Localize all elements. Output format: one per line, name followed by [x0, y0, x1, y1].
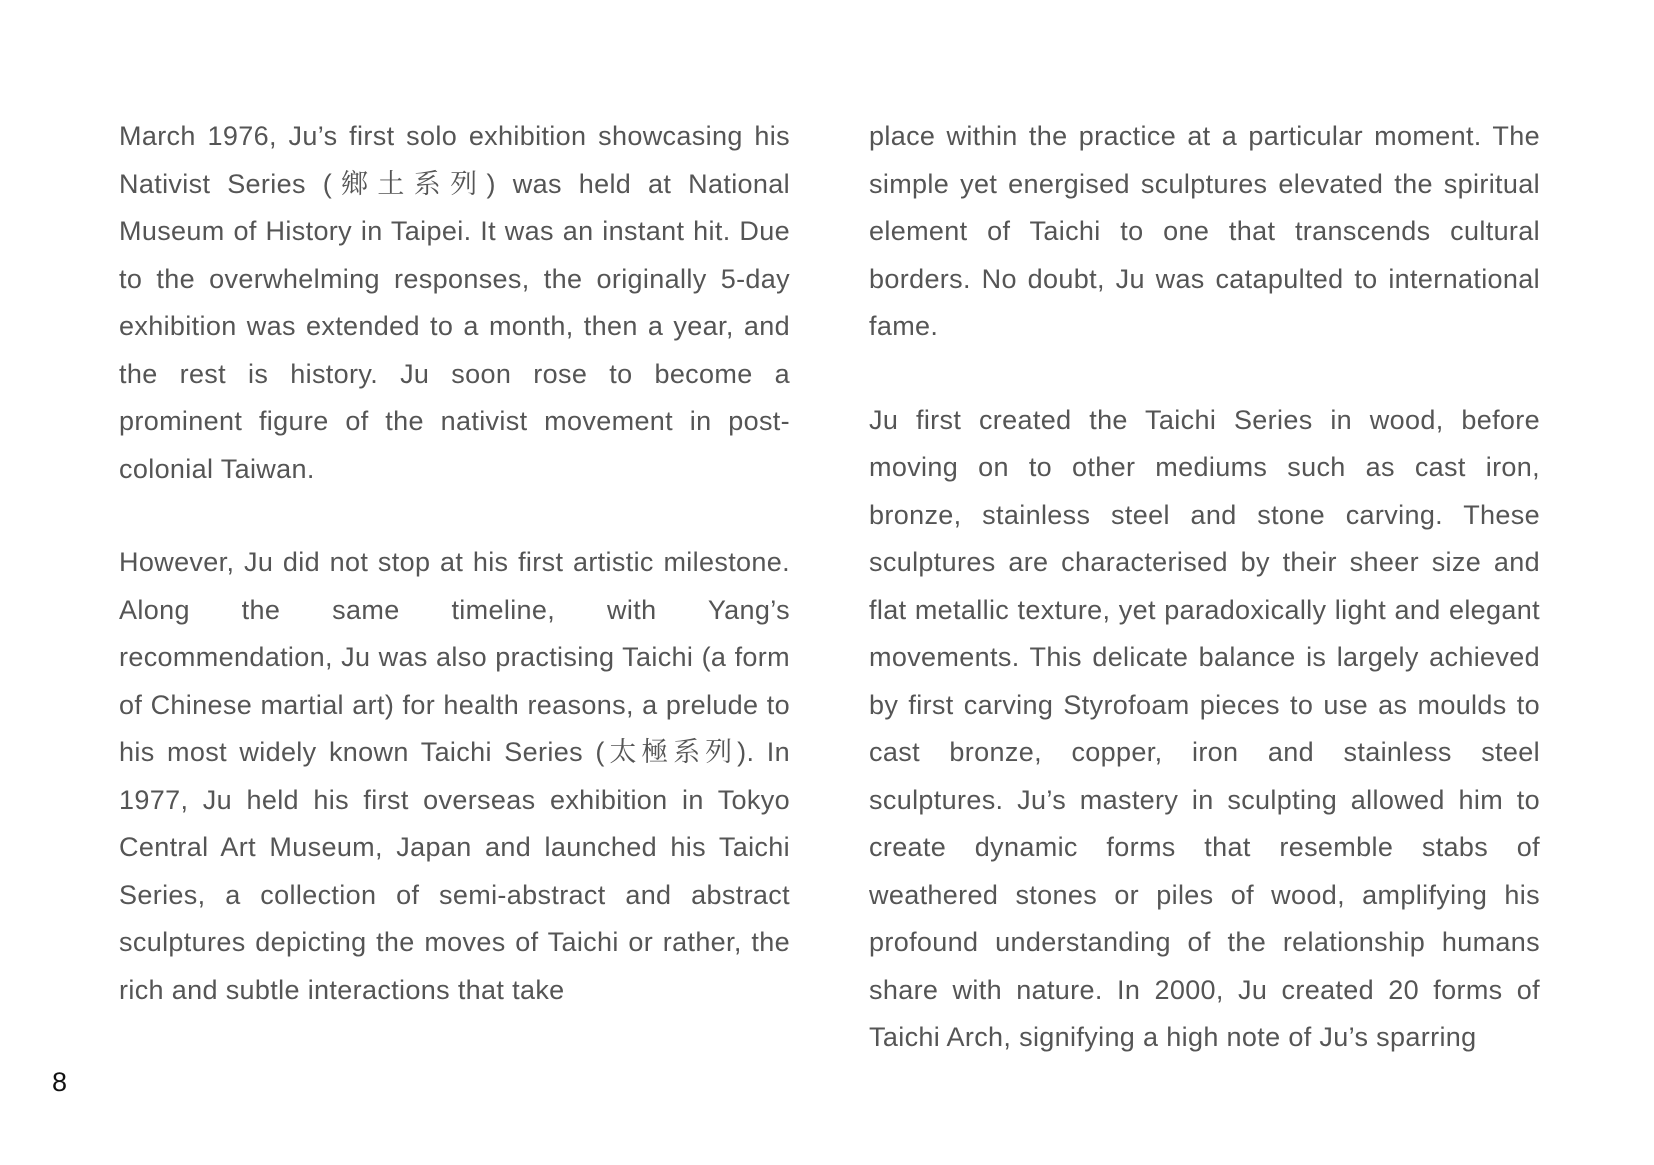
paragraph-taichi-mediums: Ju first created the Taichi Series in wood, before moving on to other mediums such as cast iron, bronze, stainless steel and stone carving. These sculptures are characterised by their sheer size and flat metallic texture, yet paradoxically light and elegant movements. This delicate balance is largely achieved by first carving Styrofoam pieces to use as moulds to cast bronze, copper, iron and stainless steel sculptures. Ju’s mastery in sculpting allowed him to create dynamic forms that resemble stabs of weathered stones or piles of wood, amplifying his profound understanding of the relationship humans share with nature. In 2000, Ju created 20 forms of Taichi Arch, signifying a high note of Ju’s sparring	[869, 404, 1540, 1052]
page-number: 8	[52, 1067, 68, 1097]
paragraph-international-fame: place within the practice at a particular moment. The simple yet energised sculptures elevated the spiritual element of Taichi to one that transcends cultural borders. No doubt, Ju was catapulted to international fame.	[869, 121, 1540, 341]
right-text-column	[869, 113, 1540, 1062]
paragraph-taichi-beginnings: However, Ju did not stop at his first artistic milestone. Along the same timeline, with Yang’s recommendation, Ju was also practising Taichi (a form of Chinese martial art) for health reasons, a prelude to his most widely known Taichi Series (太極系列). In 1977, Ju held his first overseas exhibition in Tokyo Central Art Museum, Japan and launched his Taichi Series, a collection of semi-abstract and abstract sculptures depicting the moves of Taichi or rather, the rich and subtle interactions that take	[119, 547, 790, 1005]
left-text-column	[119, 113, 790, 1014]
paragraph-first-solo-exhibition: March 1976, Ju’s first solo exhibition showcasing his Nativist Series (鄉土系列) was held at National Museum of History in Taipei. It was an instant hit. Due to the overwhelming responses, the originally 5-day exhibition was extended to a month, then a year, and the rest is history. Ju soon rose to become a prominent figure of the nativist movement in post-colonial Taiwan.	[119, 121, 790, 484]
